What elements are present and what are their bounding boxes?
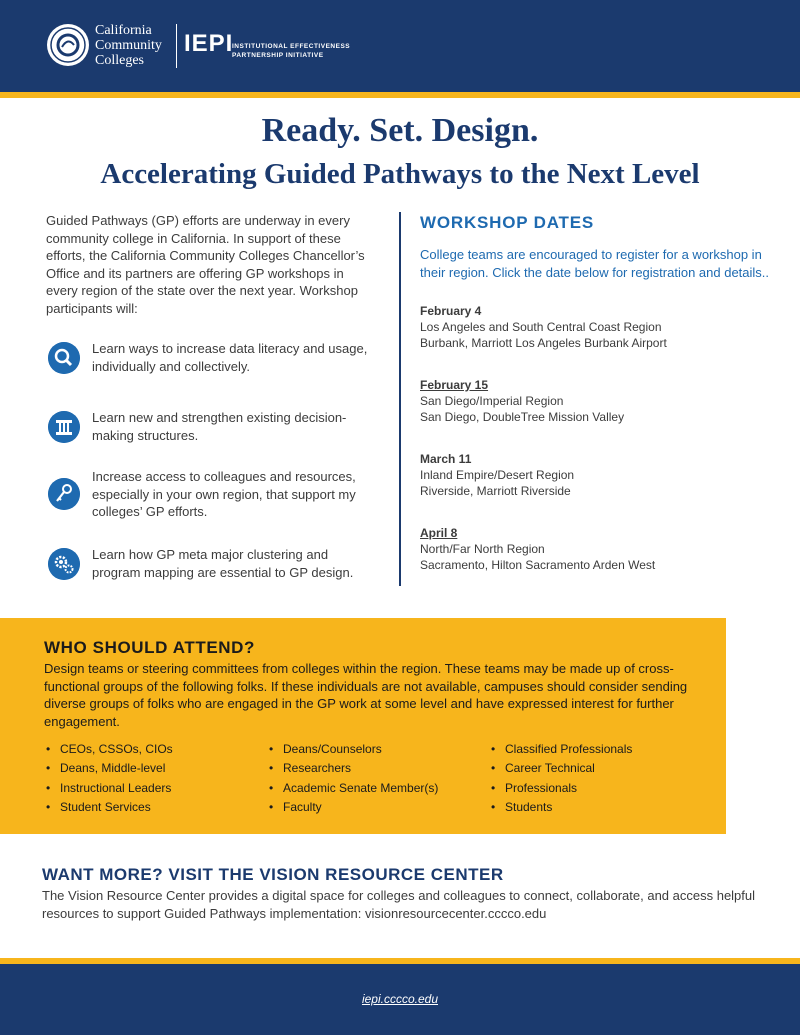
workshop-region: North/Far North Region bbox=[420, 542, 545, 556]
attendee-item: • Deans/Counselors bbox=[269, 740, 438, 759]
attendee-item: • Student Services bbox=[46, 798, 173, 817]
bullet-text: Learn how GP meta major clustering and program mapping are essential to GP design. bbox=[92, 547, 354, 580]
bullet-text: Increase access to colleagues and resources, especially in your own region, that support my colleges’ GP efforts. bbox=[92, 469, 356, 519]
attendee-item: • Instructional Leaders bbox=[46, 779, 173, 798]
workshop-intro: College teams are encouraged to register for a workshop in their region. Click the date below for registration and details.. bbox=[420, 247, 770, 280]
attendee-item: • Faculty bbox=[269, 798, 438, 817]
attendee-item: • Researchers bbox=[269, 759, 438, 778]
bullet-text: Learn new and strengthen existing decision-making structures. bbox=[92, 410, 347, 443]
iepi-logo-mark: IEPI bbox=[184, 30, 234, 57]
header-stripe bbox=[0, 92, 800, 98]
workshop-date-link[interactable]: March 11 bbox=[420, 452, 472, 466]
attendee-item: • Career Technical bbox=[491, 759, 632, 778]
iepi-line-2: PARTNERSHIP INITIATIVE bbox=[232, 52, 324, 59]
workshop-region: Inland Empire/Desert Region bbox=[420, 468, 575, 482]
workshop-region: Los Angeles and South Central Coast Region bbox=[420, 320, 662, 334]
workshop-venue: Riverside, Marriott Riverside bbox=[420, 484, 571, 498]
workshop-date-link[interactable]: February 15 bbox=[420, 378, 489, 392]
page-title: Ready. Set. Design. bbox=[261, 112, 539, 149]
workshop-venue: San Diego, DoubleTree Mission Valley bbox=[420, 410, 625, 424]
who-should-attend-heading: WHO SHOULD ATTEND? bbox=[44, 638, 255, 657]
iepi-website-link[interactable]: iepi.cccco.edu bbox=[361, 992, 439, 1006]
column-divider bbox=[399, 212, 401, 586]
iepi-wordmark bbox=[232, 42, 350, 60]
pillar-icon bbox=[48, 411, 80, 443]
intro-paragraph: Guided Pathways (GP) efforts are underway in every community college in California. In support of these efforts, the California Community Colleges Chancellor’s Office and its partners are offering GP workshops in every region of the state over the next year. Workshop participants will: bbox=[46, 213, 365, 316]
attendee-list-col-3 bbox=[491, 740, 632, 817]
workshop-date-item bbox=[420, 525, 780, 573]
logo-divider bbox=[176, 24, 177, 68]
workshop-date-item bbox=[420, 451, 780, 499]
workshop-date-item bbox=[420, 303, 780, 351]
ccc-seal-logo bbox=[46, 23, 90, 67]
workshop-date-link[interactable]: April 8 bbox=[420, 526, 458, 540]
gears-icon bbox=[48, 548, 80, 580]
ccc-wordmark bbox=[95, 23, 162, 68]
workshop-date-link[interactable]: February 4 bbox=[420, 304, 482, 318]
workshop-venue: Burbank, Marriott Los Angeles Burbank Airport bbox=[420, 336, 667, 350]
attendee-item: • Classified Professionals bbox=[491, 740, 632, 759]
key-icon bbox=[48, 478, 80, 510]
workshop-region: San Diego/Imperial Region bbox=[420, 394, 564, 408]
attendee-item: • Deans, Middle-level bbox=[46, 759, 173, 778]
bullet-text: Learn ways to increase data literacy and usage, individually and collectively. bbox=[92, 341, 368, 374]
attendee-list-col-2 bbox=[269, 740, 438, 817]
page-subtitle: Accelerating Guided Pathways to the Next Level bbox=[100, 158, 700, 190]
magnifier-icon bbox=[48, 342, 80, 374]
attendee-item: • Academic Senate Member(s) bbox=[269, 779, 438, 798]
iepi-line-1: INSTITUTIONAL EFFECTIVENESS bbox=[232, 43, 351, 50]
attendee-item: • Students bbox=[491, 798, 632, 817]
ccc-line-2: Community bbox=[95, 38, 162, 53]
workshop-dates-heading: WORKSHOP DATES bbox=[420, 213, 594, 232]
attendee-item: • Professionals bbox=[491, 779, 632, 798]
vision-resource-center-text: The Vision Resource Center provides a digital space for colleges and colleagues to connect, collaborate, and access helpful resources to support Guided Pathways implementation: visionresourcecenter.cccco.edu bbox=[42, 888, 756, 921]
ccc-line-3: Colleges bbox=[95, 53, 144, 68]
ccc-line-1: California bbox=[95, 23, 152, 38]
workshop-date-item bbox=[420, 377, 780, 425]
attendee-item: • CEOs, CSSOs, CIOs bbox=[46, 740, 173, 759]
who-should-attend-text: Design teams or steering committees from colleges within the region. These teams may be made up of cross-functional groups of the following folks. If these individuals are not available, campuses should consider sending diverse groups of folks who are engaged in the GP work at some level and have expressed interest for further engagement. bbox=[44, 661, 688, 729]
attendee-list-col-1 bbox=[46, 740, 173, 817]
vision-resource-center-heading: WANT MORE? VISIT THE VISION RESOURCE CENTER bbox=[42, 865, 504, 884]
workshop-venue: Sacramento, Hilton Sacramento Arden West bbox=[420, 558, 656, 572]
